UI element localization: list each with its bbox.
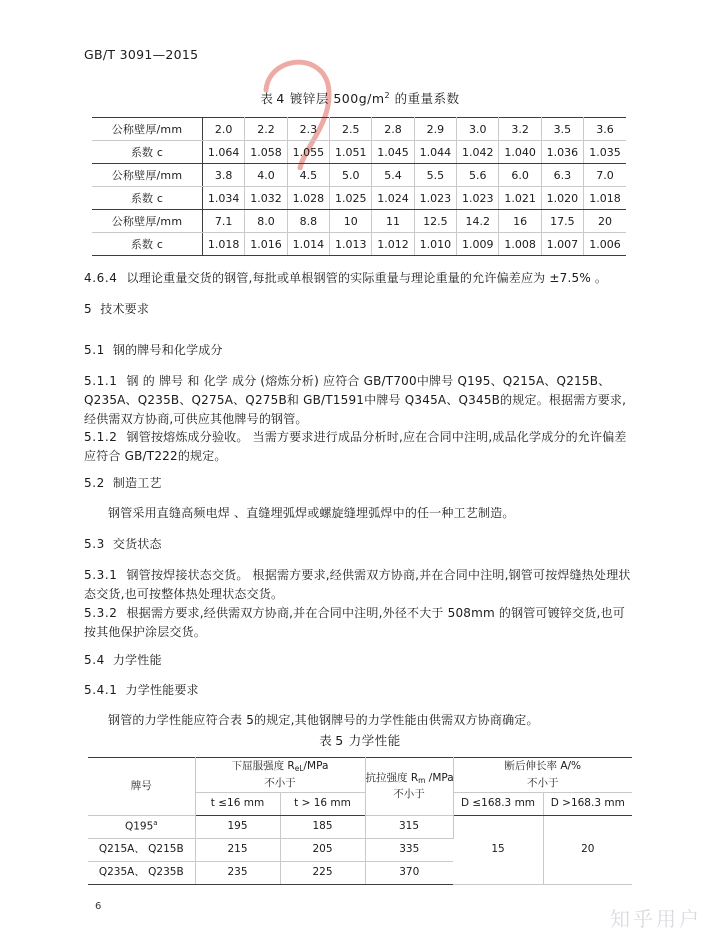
cell: 6.3: [541, 164, 583, 187]
grade-footnote-marker: a: [153, 819, 158, 828]
watermark: 知乎用户: [610, 907, 702, 931]
cell: 2.8: [372, 118, 414, 141]
table-row: [92, 210, 626, 233]
cell: 3.0: [457, 118, 499, 141]
cell: 2.2: [245, 118, 287, 141]
cell: 1.023: [457, 187, 499, 210]
cell: 1.020: [541, 187, 583, 210]
cell: 1.014: [287, 233, 329, 256]
table-row: [88, 815, 632, 838]
table-row: [92, 187, 626, 210]
clause-number: 5.1: [84, 343, 105, 357]
table4-caption-number: 4: [276, 91, 285, 106]
cell: 1.006: [584, 233, 626, 256]
header-tensile-limit: 不小于: [393, 788, 425, 801]
clause-text: 钢管的力学性能应符合表 5的规定,其他钢牌号的力学性能由供需双方协商确定。: [108, 713, 539, 727]
paragraph-5-3-1: [84, 566, 636, 604]
standard-code-header: GB/T 3091—2015: [84, 47, 199, 62]
cell: 1.040: [499, 141, 541, 164]
heading-5: [84, 300, 636, 319]
header-tensile-symbol: R: [410, 771, 419, 784]
table5-mechanical-properties: [88, 757, 632, 885]
cell: 7.1: [203, 210, 245, 233]
cell: 5.6: [457, 164, 499, 187]
clause-number: 5.3: [84, 537, 105, 551]
cell: 1.028: [287, 187, 329, 210]
clause-text: 钢管按焊接状态交货。 根据需方要求,经供需双方协商,并在合同中注明,钢管可按焊缝热处理状态交货,也可按整体热处理状态交货。: [84, 568, 631, 601]
header-elongation-limit: 不小于: [527, 776, 559, 789]
table4-caption-title-sup: 2: [384, 90, 391, 100]
cell: 1.045: [372, 141, 414, 164]
heading-5-1: [84, 341, 636, 360]
heading-5-4-1: [84, 681, 636, 700]
clause-text: 力学性能要求: [125, 683, 199, 697]
cell: 8.8: [287, 210, 329, 233]
clause-number: 5: [84, 302, 93, 316]
cell: 1.018: [584, 187, 626, 210]
grade-name: Q195: [124, 820, 154, 833]
table-row: [92, 164, 626, 187]
cell: 1.032: [245, 187, 287, 210]
clause-number: 5.3.1: [84, 568, 118, 582]
clause-text: 钢的牌号和化学成分: [112, 343, 223, 357]
table4-caption-title-pre: 镀锌层 500g/m: [289, 91, 385, 106]
cell: 2.3: [287, 118, 329, 141]
cell: 185: [280, 815, 365, 838]
cell-grade: [88, 815, 195, 838]
cell: 5.4: [372, 164, 414, 187]
heading-5-2: [84, 474, 636, 493]
header-yield-strength: [195, 758, 365, 793]
cell: 3.6: [584, 118, 626, 141]
cell: 205: [280, 838, 365, 861]
cell: 1.035: [584, 141, 626, 164]
cell: 1.012: [372, 233, 414, 256]
cell: 1.018: [203, 233, 245, 256]
cell: 315: [365, 815, 453, 838]
cell: 1.044: [414, 141, 456, 164]
cell: 1.055: [287, 141, 329, 164]
table5-caption-number: 5: [335, 733, 344, 748]
paragraph-5-2-body: [84, 504, 636, 523]
clause-number: 5.2: [84, 476, 105, 490]
clause-text: 力学性能: [112, 653, 162, 667]
paragraph-5-3-2: [84, 604, 636, 642]
clause-number: 5.4.1: [84, 683, 118, 697]
clause-number: 5.1.1: [84, 374, 118, 388]
header-yield-symbol: R: [287, 760, 295, 772]
clause-number: 5.1.2: [84, 430, 118, 444]
paragraph-5-1-1: [84, 372, 636, 429]
table-row: [92, 233, 626, 256]
paragraph-5-1-2: [84, 428, 636, 466]
clause-text: 技术要求: [100, 302, 150, 316]
cell: 14.2: [457, 210, 499, 233]
cell-grade: Q215A、 Q215B: [88, 838, 195, 861]
row-header-thickness: 公称壁厚/mm: [92, 210, 203, 233]
cell: 12.5: [414, 210, 456, 233]
header-tensile-unit: /MPa: [425, 771, 454, 784]
header-yield-subscript: eL: [294, 764, 304, 773]
cell: 17.5: [541, 210, 583, 233]
cell: 4.0: [245, 164, 287, 187]
table4-caption-label: 表: [260, 91, 274, 106]
row-header-thickness: 公称壁厚/mm: [92, 164, 203, 187]
cell: 20: [584, 210, 626, 233]
paragraph-5-4-1-body: [84, 711, 636, 730]
table4-caption: [0, 89, 720, 107]
cell: 215: [195, 838, 280, 861]
table4-container: [92, 117, 626, 256]
cell: 10: [330, 210, 372, 233]
header-tensile-subscript: m: [418, 775, 426, 785]
cell-elongation-d-gt: 20: [543, 815, 632, 884]
table5-caption: [0, 731, 720, 749]
header-yield-limit: 不小于: [264, 776, 296, 789]
cell: 1.051: [330, 141, 372, 164]
cell: 2.0: [203, 118, 245, 141]
cell: 1.042: [457, 141, 499, 164]
header-elongation: [453, 758, 632, 793]
clause-text: 钢管按熔炼成分验收。 当需方要求进行成品分析时,应在合同中注明,成品化学成分的允许偏差应符合 GB/T222的规定。: [84, 430, 627, 463]
cell: 370: [365, 861, 453, 884]
cell-elongation-d-le: 15: [453, 815, 543, 884]
table5-caption-title: 力学性能: [348, 733, 401, 748]
cell: 1.010: [414, 233, 456, 256]
cell: 1.025: [330, 187, 372, 210]
cell: 1.013: [330, 233, 372, 256]
cell: 1.009: [457, 233, 499, 256]
row-header-coefficient: 系数 c: [92, 141, 203, 164]
header-tensile-strength: [365, 758, 453, 816]
cell: 1.021: [499, 187, 541, 210]
clause-text: 钢管采用直缝高频电焊 、直缝埋弧焊或螺旋缝埋弧焊中的任一种工艺制造。: [108, 506, 515, 520]
subheader-d-gt: D >168.3 mm: [543, 792, 632, 815]
cell: 1.008: [499, 233, 541, 256]
cell: 5.5: [414, 164, 456, 187]
clause-number: 5.3.2: [84, 606, 118, 620]
paragraph-4-6-4: [84, 269, 636, 288]
cell: 2.9: [414, 118, 456, 141]
cell: 1.007: [541, 233, 583, 256]
cell: 225: [280, 861, 365, 884]
cell: 8.0: [245, 210, 287, 233]
header-tensile-pre: 抗拉强度: [365, 771, 411, 784]
header-grade: 牌号: [88, 758, 195, 816]
header-yield-pre: 下屈服强度: [231, 760, 288, 772]
clause-text: 交货状态: [112, 537, 162, 551]
cell: 1.024: [372, 187, 414, 210]
cell: 11: [372, 210, 414, 233]
header-elongation-title: 断后伸长率 A/%: [504, 760, 582, 772]
cell: 1.058: [245, 141, 287, 164]
clause-number: 4.6.4: [84, 271, 118, 285]
table-row: [92, 118, 626, 141]
clause-number: 5.4: [84, 653, 105, 667]
subheader-d-le: D ≤168.3 mm: [453, 792, 543, 815]
clause-text: 以理论重量交货的钢管,每批或单根钢管的实际重量与理论重量的允许偏差应为 ±7.5% 。: [126, 271, 608, 285]
cell: 1.036: [541, 141, 583, 164]
cell: 1.034: [203, 187, 245, 210]
cell: 335: [365, 838, 453, 861]
page-number: 6: [95, 901, 102, 912]
heading-5-3: [84, 535, 636, 554]
cell: 2.5: [330, 118, 372, 141]
heading-5-4: [84, 651, 636, 670]
cell: 3.8: [203, 164, 245, 187]
cell: 3.2: [499, 118, 541, 141]
cell: 1.064: [203, 141, 245, 164]
cell: 1.016: [245, 233, 287, 256]
table-header-row: [88, 758, 632, 793]
row-header-thickness: 公称壁厚/mm: [92, 118, 203, 141]
cell: 6.0: [499, 164, 541, 187]
cell: 235: [195, 861, 280, 884]
subheader-t-le: t ≤16 mm: [195, 792, 280, 815]
cell-grade: Q235A、 Q235B: [88, 861, 195, 884]
cell: 1.023: [414, 187, 456, 210]
cell: 195: [195, 815, 280, 838]
subheader-t-gt: t > 16 mm: [280, 792, 365, 815]
cell: 3.5: [541, 118, 583, 141]
row-header-coefficient: 系数 c: [92, 187, 203, 210]
cell: 4.5: [287, 164, 329, 187]
table5-container: [88, 757, 632, 885]
table5-caption-label: 表: [319, 733, 333, 748]
table4-caption-title-post: 的重量系数: [390, 91, 460, 106]
row-header-coefficient: 系数 c: [92, 233, 203, 256]
clause-text: 制造工艺: [112, 476, 162, 490]
clause-text: 钢 的 牌号 和 化学 成分 (熔炼分析) 应符合 GB/T700中牌号 Q195、Q215A、Q215B、Q235A、Q235B、Q275A、Q275B和 GB/T1591中牌号 Q345A、Q345B的规定。根据需方要求,经供需双方协商,可供应其他牌号的钢管。: [84, 374, 627, 426]
cell: 5.0: [330, 164, 372, 187]
cell: 7.0: [584, 164, 626, 187]
clause-text: 根据需方要求,经供需双方协商,并在合同中注明,外径不大于 508mm 的钢管可镀锌交货,也可按其他保护涂层交货。: [84, 606, 625, 639]
header-yield-unit: /MPa: [303, 760, 329, 772]
table4-weight-coefficients: [92, 117, 626, 256]
table-row: [92, 141, 626, 164]
cell: 16: [499, 210, 541, 233]
